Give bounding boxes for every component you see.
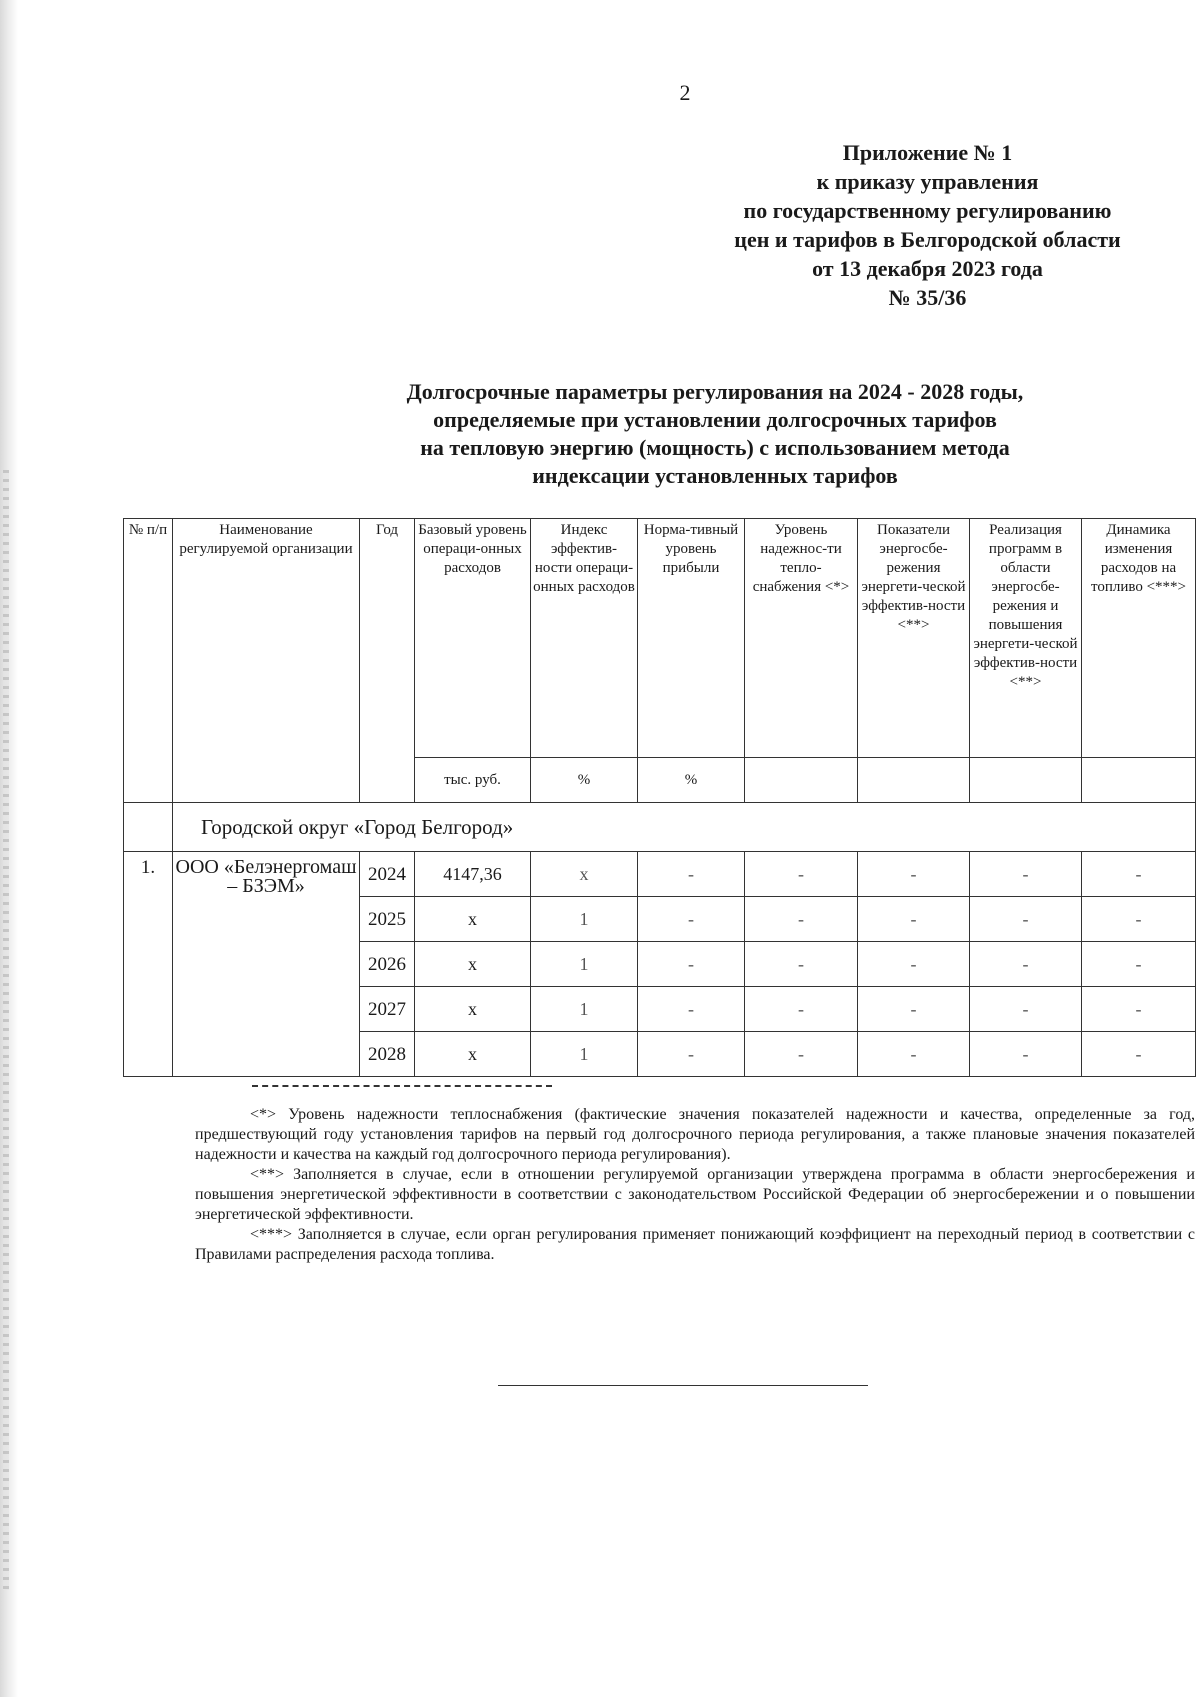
appendix-line: от 13 декабря 2023 года [812, 256, 1043, 281]
appendix-line: к приказу управления [816, 169, 1039, 194]
cell-programs: - [970, 852, 1082, 897]
title-line: на тепловую энергию (мощность) с использованием метода [420, 435, 1010, 460]
title-line: Долгосрочные параметры регулирования на 2024 - 2028 годы, [406, 379, 1024, 404]
group-num-empty [124, 803, 173, 852]
cell-index: х [531, 852, 638, 897]
unit-profit: % [638, 758, 745, 803]
page-number: 2 [679, 80, 691, 105]
cell-base: х [415, 1032, 531, 1077]
header-reliability: Уровень надежнос-ти тепло-снабжения <*> [745, 519, 858, 758]
organization-name: ООО «Белэнергомаш – БЗЭМ» [173, 852, 360, 1077]
unit-empty [1082, 758, 1196, 803]
unit-empty [745, 758, 858, 803]
unit-empty [858, 758, 970, 803]
footnote-separator [252, 1085, 552, 1087]
cell-reliability: - [745, 942, 858, 987]
cell-base: 4147,36 [415, 852, 531, 897]
appendix-block [690, 138, 1165, 312]
row-number: 1. [124, 852, 173, 1077]
header-energy-indicators: Показатели энергосбе-режения энергети-ческой эффектив-ности <**> [858, 519, 970, 758]
cell-reliability: - [745, 852, 858, 897]
unit-empty [970, 758, 1082, 803]
table-header-row [124, 519, 1196, 758]
appendix-line: № 35/36 [888, 285, 967, 310]
cell-programs: - [970, 1032, 1082, 1077]
cell-index: 1 [531, 897, 638, 942]
title-line: индексации установленных тарифов [532, 463, 898, 488]
appendix-line: цен и тарифов в Белгородской области [734, 227, 1121, 252]
header-profit: Норма-тивный уровень прибыли [638, 519, 745, 758]
cell-reliability: - [745, 1032, 858, 1077]
cell-profit: - [638, 1032, 745, 1077]
cell-fuel: - [1082, 897, 1196, 942]
cell-base: х [415, 897, 531, 942]
cell-energy-indicators: - [858, 1032, 970, 1077]
header-base: Базовый уровень операци-онных расходов [415, 519, 531, 758]
cell-profit: - [638, 987, 745, 1032]
footnotes [195, 1105, 1195, 1265]
appendix-line: по государственному регулированию [743, 198, 1112, 223]
cell-index: 1 [531, 1032, 638, 1077]
scan-edge-perforation [3, 470, 9, 1590]
regulation-parameters-table [123, 518, 1196, 1077]
footnote: <**> Заполняется в случае, если в отношении регулируемой организации утверждена программа в области энергосбережения и повышения энергетической эффективности в соответствии с законодательством Российской Федерации об энергосбережении и о повышении энергетической эффективности. [195, 1166, 1195, 1223]
cell-year: 2025 [360, 897, 415, 942]
end-line [498, 1385, 868, 1386]
header-org: Наименование регулируемой организации [173, 519, 360, 803]
unit-index: % [531, 758, 638, 803]
cell-profit: - [638, 852, 745, 897]
cell-index: 1 [531, 987, 638, 1032]
cell-energy-indicators: - [858, 942, 970, 987]
cell-energy-indicators: - [858, 852, 970, 897]
cell-base: х [415, 942, 531, 987]
cell-programs: - [970, 987, 1082, 1032]
cell-base: х [415, 987, 531, 1032]
cell-programs: - [970, 942, 1082, 987]
header-index: Индекс эффектив-ности операци-онных расходов [531, 519, 638, 758]
title-line: определяемые при установлении долгосрочных тарифов [433, 407, 997, 432]
cell-year: 2024 [360, 852, 415, 897]
cell-energy-indicators: - [858, 987, 970, 1032]
cell-programs: - [970, 897, 1082, 942]
cell-index: 1 [531, 942, 638, 987]
group-row [124, 803, 1196, 852]
footnote: <*> Уровень надежности теплоснабжения (фактические значения показателей надежности и качества, определенные за год, предшествующий году установления тарифов на первый год долгосрочного периода регулирования, а также плановые значения показателей надежности и качества на каждый год долгосрочного периода регулирования). [195, 1106, 1195, 1163]
header-programs: Реализация программ в области энергосбе-режения и повышения энергети-ческой эффектив-ности <**> [970, 519, 1082, 758]
table-row [124, 852, 1196, 897]
cell-fuel: - [1082, 852, 1196, 897]
cell-year: 2028 [360, 1032, 415, 1077]
header-fuel: Динамика изменения расходов на топливо <***> [1082, 519, 1196, 758]
group-name: Городской округ «Город Белгород» [173, 803, 1196, 852]
cell-fuel: - [1082, 942, 1196, 987]
header-num: № п/п [124, 519, 173, 803]
unit-base: тыс. руб. [415, 758, 531, 803]
cell-year: 2027 [360, 987, 415, 1032]
cell-profit: - [638, 942, 745, 987]
document-title [255, 378, 1175, 490]
cell-profit: - [638, 897, 745, 942]
cell-reliability: - [745, 897, 858, 942]
cell-energy-indicators: - [858, 897, 970, 942]
appendix-line: Приложение № 1 [842, 140, 1013, 165]
footnote: <***> Заполняется в случае, если орган регулирования применяет понижающий коэффициент на переходный период в соответствии с Правилами распределения расхода топлива. [195, 1226, 1195, 1263]
header-year: Год [360, 519, 415, 803]
cell-fuel: - [1082, 987, 1196, 1032]
cell-fuel: - [1082, 1032, 1196, 1077]
cell-year: 2026 [360, 942, 415, 987]
cell-reliability: - [745, 987, 858, 1032]
